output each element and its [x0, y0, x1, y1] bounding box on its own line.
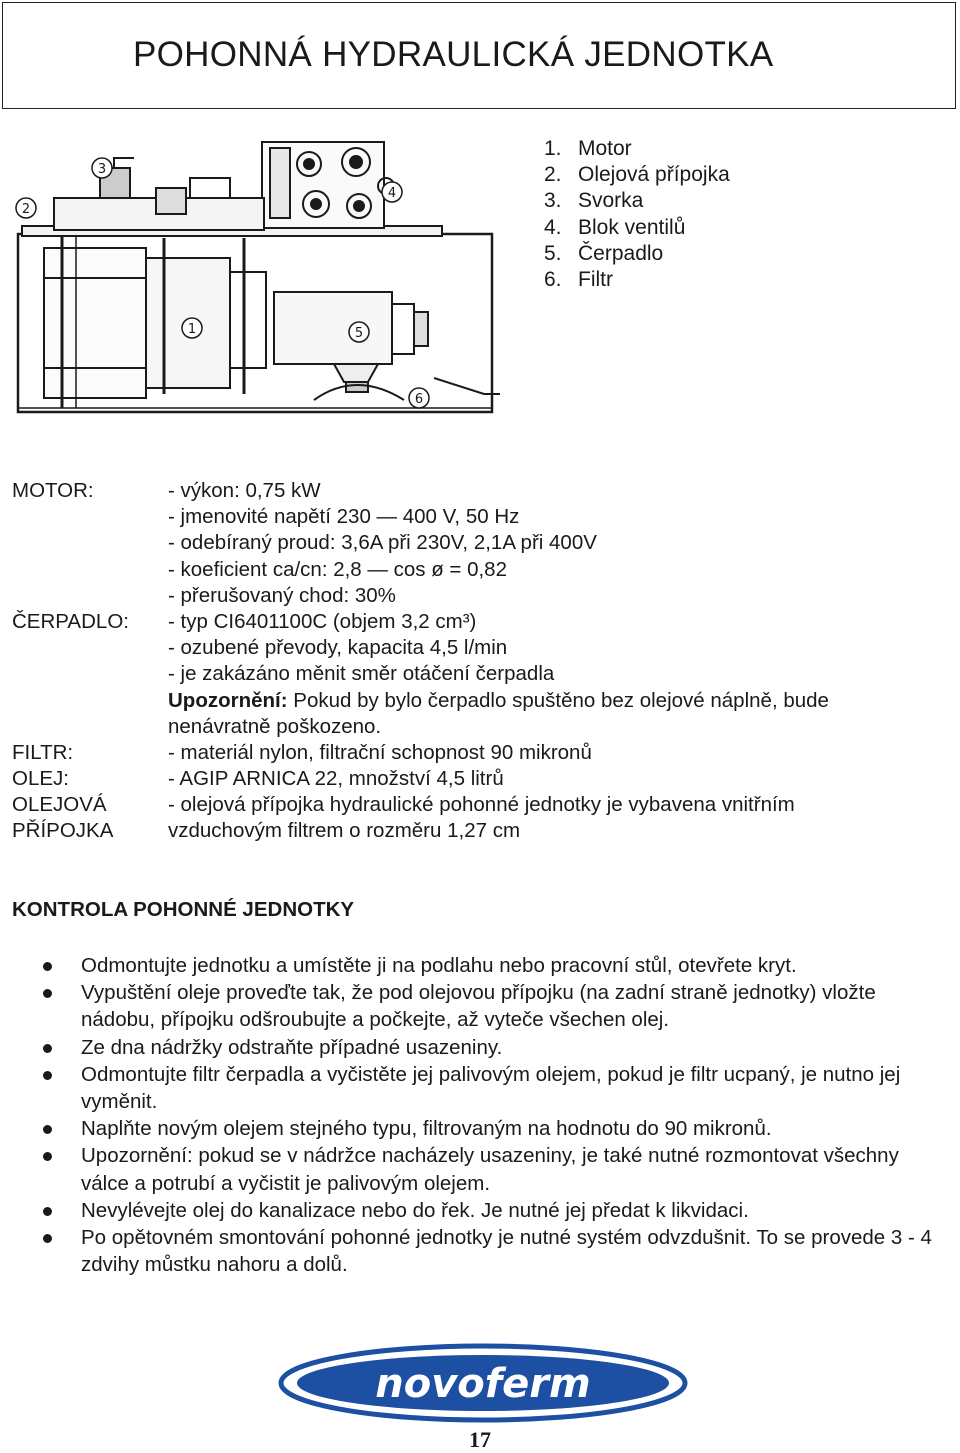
- spec-row: ČERPADLO: - typ CI6401100C (objem 3,2 cm³): [12, 609, 477, 633]
- callout-3: [92, 158, 112, 178]
- svg-text:6: 6: [414, 392, 424, 407]
- specifications: [12, 478, 952, 845]
- legend-item: 4. Blok ventilů: [544, 215, 686, 239]
- svg-text:2: 2: [21, 202, 31, 217]
- bullet-icon: [43, 1071, 52, 1080]
- legend-item: 5. Čerpadlo: [544, 241, 664, 265]
- bullet-icon: [43, 1234, 52, 1243]
- bullet-icon: [43, 1044, 52, 1053]
- novoferm-logo: [278, 1343, 688, 1423]
- bullet-icon: [43, 1207, 52, 1216]
- legend-item: 1. Motor: [544, 137, 632, 160]
- inspection-steps: [0, 952, 940, 1278]
- legend-item: 2. Olejová přípojka: [544, 163, 730, 187]
- spec-row: PŘÍPOJKA vzduchovým filtrem o rozměru 1,27 cm: [12, 819, 521, 843]
- list-item: Odmontujte filtr čerpadla a vyčistěte jej palivovým olejem, pokud je filtr ucpaný, je nutno jej vyměnit.: [0, 1061, 940, 1115]
- spec-row: - přerušovaný chod: 30%: [168, 583, 396, 607]
- list-item: Naplňte novým olejem stejného typu, filtrovaným na hodnotu do 90 mikronů.: [0, 1115, 940, 1142]
- legend-item: 6. Filtr: [544, 268, 613, 292]
- callout-6: [409, 388, 429, 408]
- bullet-icon: [43, 1152, 52, 1161]
- spec-row: MOTOR: - výkon: 0,75 kW: [12, 479, 321, 502]
- spec-row: OLEJ: - AGIP ARNICA 22, množství 4,5 litrů: [12, 767, 504, 791]
- spec-row: - jmenovité napětí 230 — 400 V, 50 Hz: [168, 505, 520, 529]
- page-title: POHONNÁ HYDRAULICKÁ JEDNOTKA: [133, 35, 774, 74]
- spec-row: - koeficient ca/cn: 2,8 — cos ø = 0,82: [168, 557, 507, 581]
- bullet-icon: [43, 989, 52, 998]
- callout-5: [349, 322, 369, 342]
- bullet-icon: [43, 962, 52, 971]
- list-item: Po opětovném smontování pohonné jednotky je nutné systém odvzdušnit. To se provede 3 - 4 zdvihy můstku nahoru a dolů.: [0, 1224, 940, 1278]
- hydraulic-unit-diagram: [14, 138, 502, 420]
- callout-2: [16, 198, 36, 218]
- warning-label: Upozornění:: [168, 688, 288, 712]
- spec-row: - ozubené převody, kapacita 4,5 l/min: [168, 636, 508, 660]
- spec-row: - odebíraný proud: 3,6A při 230V, 2,1A při 400V: [168, 531, 597, 555]
- svg-text:3: 3: [97, 162, 107, 177]
- spec-row: Upozornění: Pokud by bylo čerpadlo spuštěno bez olejové náplně, bude: [168, 688, 829, 712]
- svg-text:novoferm: novoferm: [375, 1361, 591, 1407]
- callout-4: [382, 182, 402, 202]
- title-box: [2, 2, 956, 109]
- spec-row: nenávratně poškozeno.: [168, 714, 382, 738]
- list-item: Ze dna nádržky odstraňte případné usazeniny.: [0, 1034, 940, 1061]
- list-item: Vypuštění oleje proveďte tak, že pod olejovou přípojku (na zadní straně jednotky) vložte nádobu, přípojku odšroubujte a počkejte, až vyteče všechen olej.: [0, 979, 940, 1033]
- component-legend: [544, 136, 730, 293]
- section-heading: KONTROLA POHONNÉ JEDNOTKY: [12, 898, 355, 921]
- legend-item: 3. Svorka: [544, 189, 644, 213]
- svg-text:1: 1: [187, 322, 197, 337]
- spec-row: - je zakázáno měnit směr otáčení čerpadla: [168, 662, 555, 686]
- spec-row: FILTR: - materiál nylon, filtrační schopnost 90 mikronů: [12, 740, 592, 764]
- svg-text:4: 4: [387, 186, 397, 201]
- bullet-icon: [43, 1125, 52, 1134]
- list-item: Nevylévejte olej do kanalizace nebo do řek. Je nutné jej předat k likvidaci.: [0, 1197, 940, 1224]
- svg-text:5: 5: [354, 326, 364, 341]
- list-item: Upozornění: pokud se v nádržce nacházely usazeniny, je také nutné rozmontovat všechny válce a potrubí a vyčistit je palivovým olejem.: [0, 1142, 940, 1196]
- page-number: 17: [469, 1427, 491, 1452]
- callout-1: [182, 318, 202, 338]
- spec-row: OLEJOVÁ - olejová přípojka hydraulické pohonné jednotky je vybavena vnitřním: [12, 793, 795, 817]
- list-item: Odmontujte jednotku a umístěte ji na podlahu nebo pracovní stůl, otevřete kryt.: [0, 952, 940, 979]
